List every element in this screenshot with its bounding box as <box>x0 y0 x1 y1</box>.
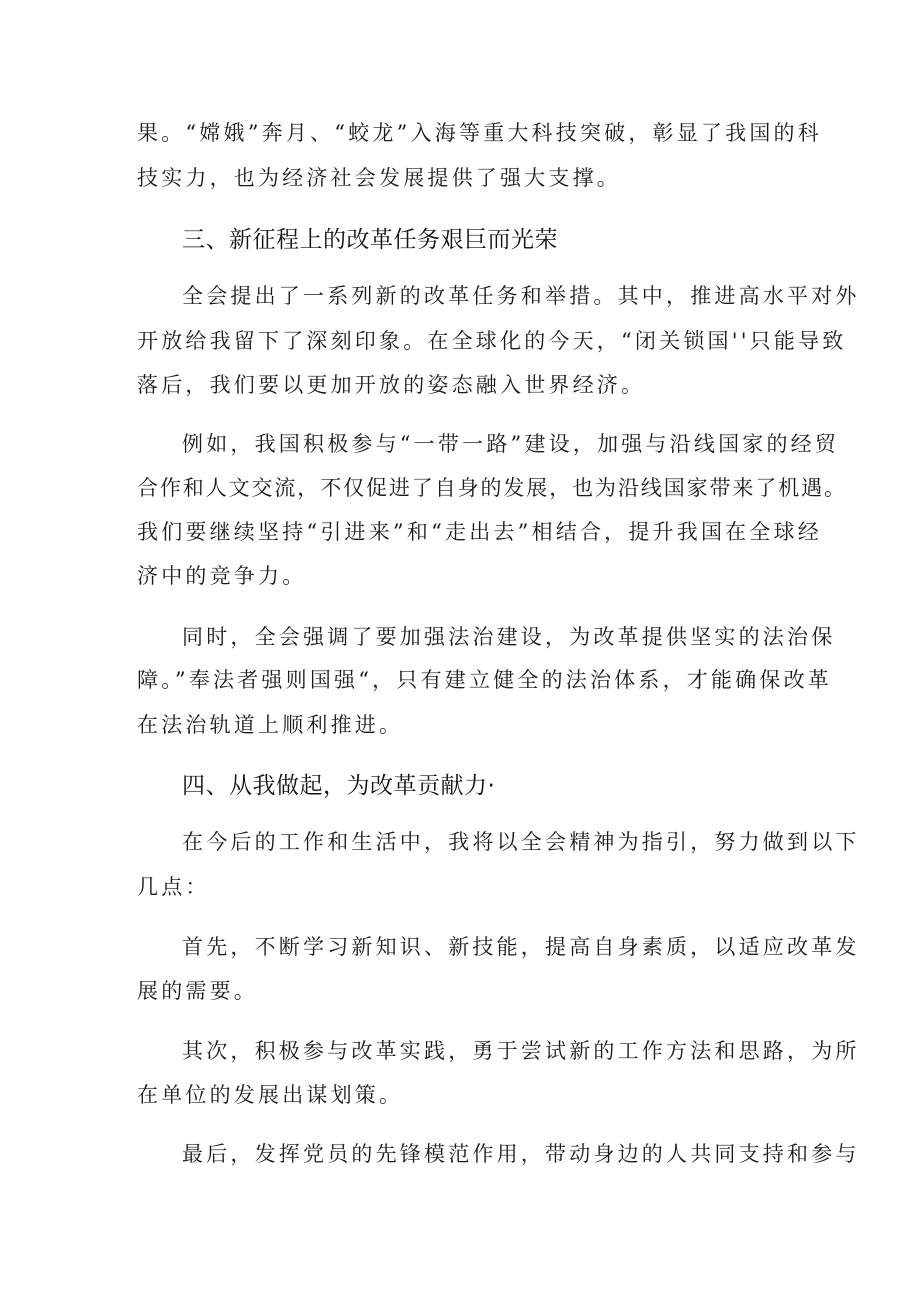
paragraph-line: 合作和人文交流，不仅促进了自身的发展，也为沿线国家带来了机遇。 <box>137 476 847 500</box>
paragraph-line: 几点： <box>137 875 210 899</box>
paragraph-line: 在今后的工作和生活中，我将以全会精神为指引，努力做到以下 <box>182 830 860 854</box>
paragraph-line: 开放给我留下了深刻印象。在全球化的今天，“闭关锁国''只能导致 <box>137 329 847 353</box>
section-heading-4: 四、从我做起，为改革贡献力· <box>182 773 496 799</box>
paragraph-line: 障。”奉法者强则国强“，只有建立健全的法治体系，才能确保改革 <box>137 668 832 692</box>
paragraph-line: 展的需要。 <box>137 979 258 1003</box>
paragraph-line: 我们要继续坚持“引进来”和“走出去”相结合，提升我国在全球经 <box>137 520 822 544</box>
paragraph-line: 其次，积极参与改革实践，勇于尝试新的工作方法和思路，为所 <box>182 1039 860 1063</box>
section-heading-3: 三、新征程上的改革任务艰巨而光荣 <box>182 227 558 253</box>
paragraph-line: 全会提出了一系列新的改革任务和举措。其中，推进高水平对外 <box>182 284 860 308</box>
paragraph-line: 最后，发挥党员的先锋模范作用，带动身边的人共同支持和参与 <box>182 1142 860 1166</box>
paragraph-line: 例如，我国积极参与“一带一路”建设，加强与沿线国家的经贸 <box>182 432 840 456</box>
paragraph-line: 同时，全会强调了要加强法治建设，为改革提供坚实的法治保 <box>182 625 836 649</box>
paragraph-line: 在单位的发展出谋划策。 <box>137 1083 404 1107</box>
paragraph-line: 济中的竞争力。 <box>137 564 307 588</box>
paragraph-line: 果。“嫦娥”奔月、“蛟龙”入海等重大科技突破，彰显了我国的科 <box>137 121 822 145</box>
paragraph-line: 落后，我们要以更加开放的姿态融入世界经济。 <box>137 373 646 397</box>
paragraph-line: 在法治轨道上顺利推进。 <box>137 713 404 737</box>
paragraph-line: 技实力，也为经济社会发展提供了强大支撑。 <box>137 166 621 190</box>
paragraph-line: 首先，不断学习新知识、新技能，提高自身素质，以适应改革发 <box>182 935 860 959</box>
